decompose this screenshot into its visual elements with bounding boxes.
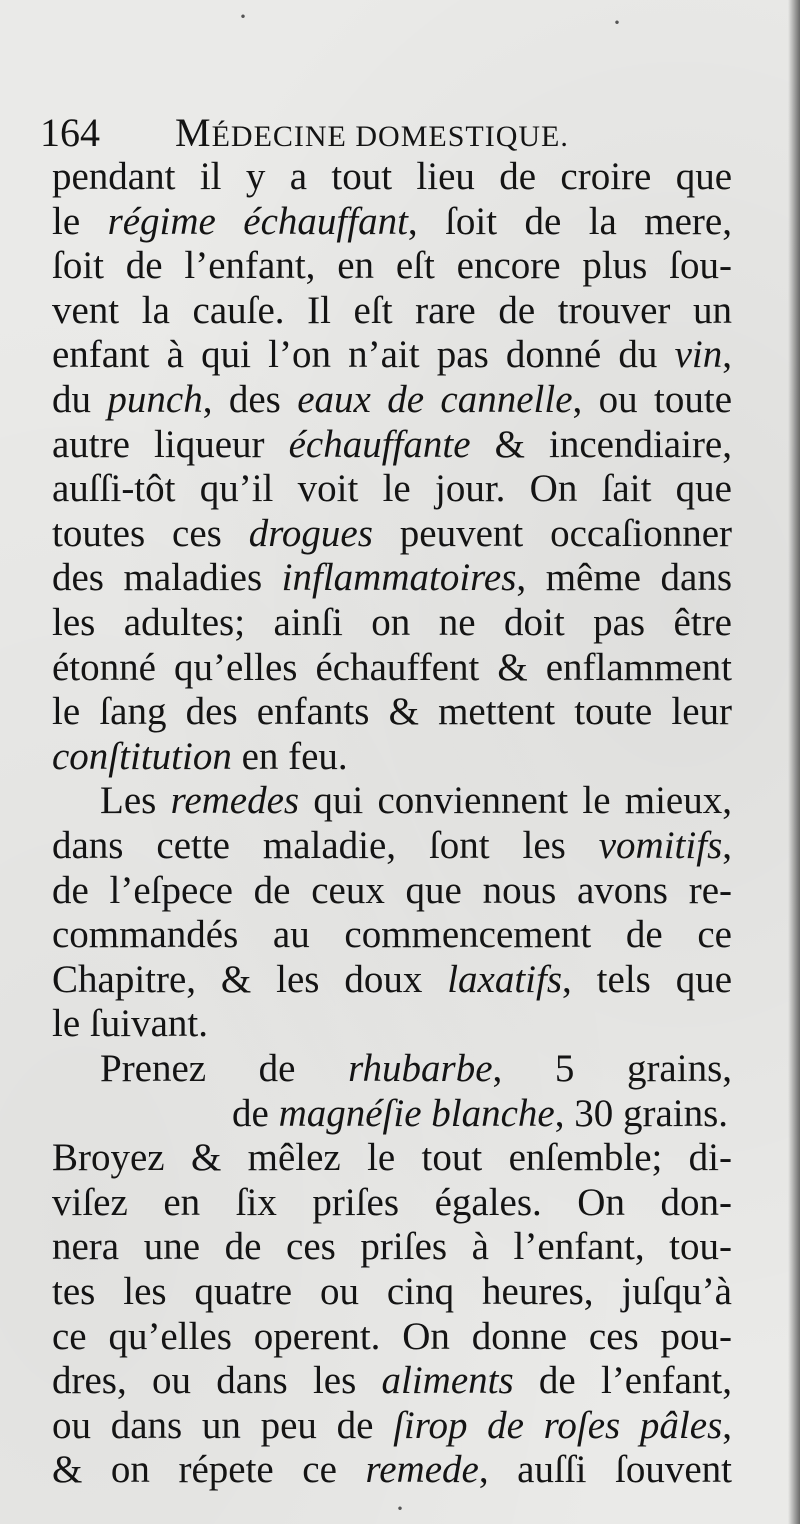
text-line	[52, 866, 732, 916]
text-line	[52, 910, 732, 960]
text-segment: & incendiaire,	[470, 422, 732, 466]
text-segment: dres, ou dans les	[52, 1359, 382, 1403]
italic-text: rhubarbe	[348, 1047, 493, 1090]
text-segment: de l’enfant,	[513, 1359, 732, 1403]
text-segment: Chapitre, & les doux	[52, 957, 448, 1001]
text-segment: dans cette maladie, ſont les	[52, 824, 599, 867]
running-title	[175, 110, 569, 155]
italic-text: vin	[674, 333, 723, 377]
italic-text: punch	[107, 378, 203, 421]
text-segment: , 30 grains.	[554, 1091, 729, 1135]
text-segment: auſſi-tôt qu’il voit le jour. On ſait que	[52, 467, 732, 511]
text-segment: les adultes; ainſi on ne doit pas être	[52, 601, 732, 644]
italic-text: laxatifs	[447, 957, 563, 1001]
ink-speck: ·	[238, 0, 248, 33]
italic-text: échauffante	[288, 422, 471, 466]
text-segment: Les	[100, 779, 171, 823]
text-segment: nera une de ces priſes à l’enfant, tou-	[52, 1225, 732, 1269]
text-segment: ou dans un peu de	[52, 1403, 394, 1447]
italic-text: magnéſie blanche	[278, 1091, 555, 1135]
text-segment: , ſoit de la mere,	[407, 199, 732, 243]
italic-text: inflammatoires	[281, 556, 517, 600]
text-line	[52, 330, 732, 380]
text-segment: ce qu’elles operent. On donne ces pou-	[52, 1314, 732, 1358]
text-segment: le ſang des enfants & mettent toute leur	[52, 690, 732, 734]
running-title-initial: M	[175, 110, 212, 155]
text-segment: le ſuivant.	[52, 1002, 208, 1046]
text-line	[52, 955, 732, 1005]
text-segment: , 5 grains,	[492, 1047, 733, 1090]
text-line	[52, 152, 732, 202]
text-segment: autre liqueur	[52, 422, 289, 466]
text-segment: viſez en ſix priſes égales. On don-	[52, 1180, 732, 1224]
ink-speck: ·	[395, 1492, 405, 1524]
page-gutter-shadow	[788, 0, 800, 1524]
text-line	[52, 687, 732, 737]
text-segment: ,	[722, 1403, 732, 1447]
text-line	[52, 598, 732, 648]
text-line	[52, 1445, 732, 1495]
text-line	[52, 1133, 732, 1183]
text-segment: étonné qu’elles échauffent & enflamment	[52, 645, 732, 689]
text-segment: ,	[722, 824, 732, 867]
text-line	[52, 1267, 732, 1317]
italic-text: remedes	[170, 779, 300, 823]
text-segment: de l’eſpece de ceux que nous avons re-	[52, 868, 732, 912]
text-line	[52, 1178, 732, 1228]
text-segment: ſoit de l’enfant, en eſt encore plus ſou-	[52, 244, 732, 288]
text-line	[52, 553, 732, 603]
italic-text: drogues	[248, 511, 373, 555]
text-segment: commandés au commencement de ce	[52, 913, 732, 957]
italic-text: régime échauffant	[107, 199, 408, 243]
text-line	[52, 732, 732, 782]
text-line	[52, 286, 732, 336]
text-segment: vent la cauſe. Il eſt rare de trouver un	[52, 288, 732, 332]
ink-speck: ·	[612, 6, 622, 39]
text-segment: toutes ces	[52, 511, 249, 555]
text-segment: qui conviennent le mieux,	[299, 779, 732, 823]
text-segment: du	[52, 378, 108, 421]
text-segment: peuvent occaſionner	[372, 511, 732, 555]
text-segment: en feu.	[231, 734, 348, 778]
page-number: 164	[40, 110, 100, 155]
text-segment: ,	[722, 333, 732, 377]
text-line	[232, 1089, 732, 1139]
text-segment: , ou toute	[572, 378, 733, 421]
text-line	[52, 821, 732, 871]
text-line	[52, 1044, 732, 1094]
text-line	[52, 1312, 732, 1362]
italic-text: aliments	[381, 1359, 514, 1403]
text-line	[52, 999, 732, 1049]
text-segment: le	[52, 199, 108, 243]
text-line	[52, 375, 732, 425]
running-title-rest: ÉDECINE DOMESTIQUE.	[211, 120, 569, 153]
italic-text: vomitifs	[598, 824, 723, 867]
text-segment: , même dans	[516, 556, 732, 600]
italic-text: ſirop de roſes pâles	[393, 1403, 723, 1447]
text-line	[52, 776, 732, 826]
text-segment: Broyez & mêlez le tout enſemble; di-	[52, 1136, 732, 1180]
text-line	[52, 241, 732, 291]
text-segment: & on répete ce	[52, 1448, 366, 1492]
text-segment: de	[232, 1091, 279, 1135]
text-line	[52, 464, 732, 514]
text-segment: tes les quatre ou cinq heures, juſqu’à	[52, 1270, 732, 1313]
text-segment: , des	[202, 378, 298, 421]
text-segment: , auſſi ſouvent	[478, 1448, 732, 1492]
text-line	[52, 1222, 732, 1272]
text-line	[52, 1356, 732, 1406]
text-line	[52, 197, 732, 247]
text-segment: Prenez de	[100, 1047, 349, 1090]
text-line	[52, 420, 732, 470]
text-segment: , tels que	[562, 957, 733, 1001]
text-segment: des maladies	[52, 556, 282, 600]
text-line	[52, 1401, 732, 1451]
text-line	[52, 643, 732, 693]
text-segment: enfant à qui l’on n’ait pas donné du	[52, 333, 675, 377]
italic-text: eaux de cannelle	[297, 378, 573, 421]
running-header	[40, 108, 740, 158]
italic-text: conſtitution	[52, 734, 232, 778]
italic-text: remede	[365, 1448, 479, 1492]
text-line	[52, 509, 732, 559]
text-segment: pendant il y a tout lieu de croire que	[52, 155, 732, 198]
